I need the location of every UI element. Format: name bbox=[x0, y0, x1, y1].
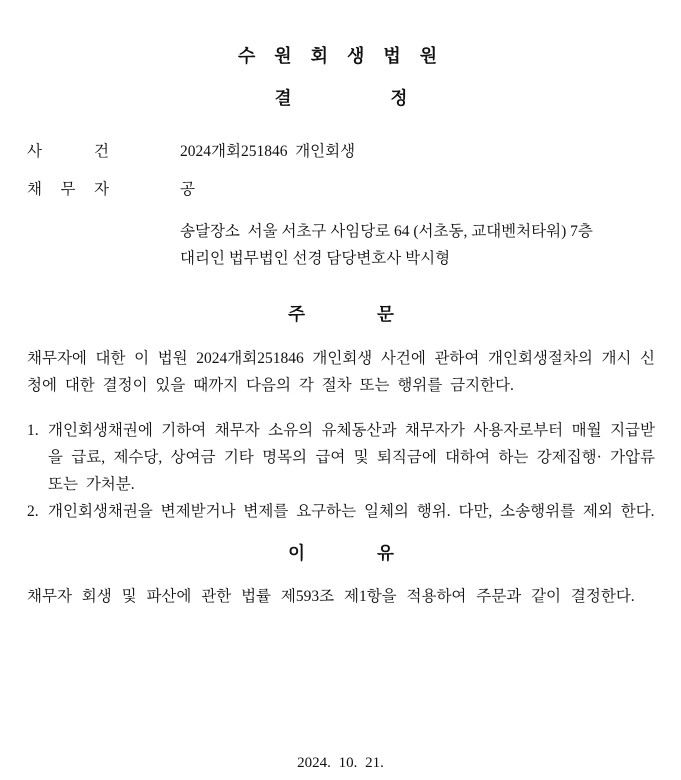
service-address-line: 송달장소 서울 서초구 사임당로 64 (서초동, 교대벤처타워) 7층 bbox=[180, 223, 593, 240]
case-number-row bbox=[27, 140, 655, 164]
case-label-char: 건 bbox=[94, 143, 109, 160]
reason-header-char-2: 유 bbox=[377, 543, 394, 563]
order-paragraph: 채무자에 대한 이 법원 2024개회251846 개인회생 사건에 관하여 개인회생절차의 개시 신청에 대한 결정이 있을 때까지 다음의 각 절차 또는 행위를 금지한다. bbox=[27, 350, 655, 394]
attorney-line: 대리인 법무법인 선경 담당변호사 박시형 bbox=[180, 250, 451, 267]
debtor-label-char: 채 bbox=[27, 181, 42, 198]
service-address-block bbox=[180, 218, 655, 272]
case-info-section bbox=[27, 140, 655, 202]
court-name-title: 수 원 회 생 법 원 bbox=[237, 46, 445, 66]
doc-type-char-2: 정 bbox=[390, 88, 408, 108]
debtor-label-char: 무 bbox=[60, 181, 76, 198]
order-item-2-number: 2. bbox=[27, 503, 39, 520]
order-item-2 bbox=[27, 498, 655, 525]
case-number-label bbox=[27, 140, 109, 164]
debtor-label bbox=[27, 178, 109, 202]
debtor-name-value: 공 bbox=[180, 181, 195, 198]
reason-section-header bbox=[27, 541, 655, 565]
case-label-char: 사 bbox=[27, 143, 42, 160]
reason-paragraph: 채무자 회생 및 파산에 관한 법률 제593조 제1항을 적용하여 주문과 같이 결정한다. bbox=[27, 588, 635, 605]
doc-type-char-1: 결 bbox=[274, 88, 292, 108]
document-type-title bbox=[27, 86, 655, 110]
reason-header-char-1: 이 bbox=[288, 543, 305, 563]
order-item-1-text: 개인회생채권에 기하여 채무자 소유의 유체동산과 채무자가 사용자로부터 매월 지급받을 급료, 제수당, 상여금 기타 명목의 급여 및 퇴직금에 대하여 하는 강제집행· 가압류 또는 가처분. bbox=[48, 422, 655, 493]
order-item-2-text: 개인회생채권을 변제받거나 변제를 요구하는 일체의 행위. 다만, 소송행위를 제외 한다. bbox=[48, 503, 655, 520]
case-number-value: 2024개회251846 개인회생 bbox=[180, 143, 356, 160]
order-header-char-2: 문 bbox=[377, 304, 394, 324]
decision-date: 2024. 10. 21. bbox=[297, 755, 384, 771]
order-item-1-number: 1. bbox=[27, 422, 39, 439]
debtor-row bbox=[27, 178, 655, 202]
order-header-char-1: 주 bbox=[288, 304, 305, 324]
order-section-header bbox=[27, 302, 655, 326]
order-item-1 bbox=[27, 417, 655, 498]
debtor-label-char: 자 bbox=[94, 181, 109, 198]
order-item-list bbox=[27, 417, 655, 525]
